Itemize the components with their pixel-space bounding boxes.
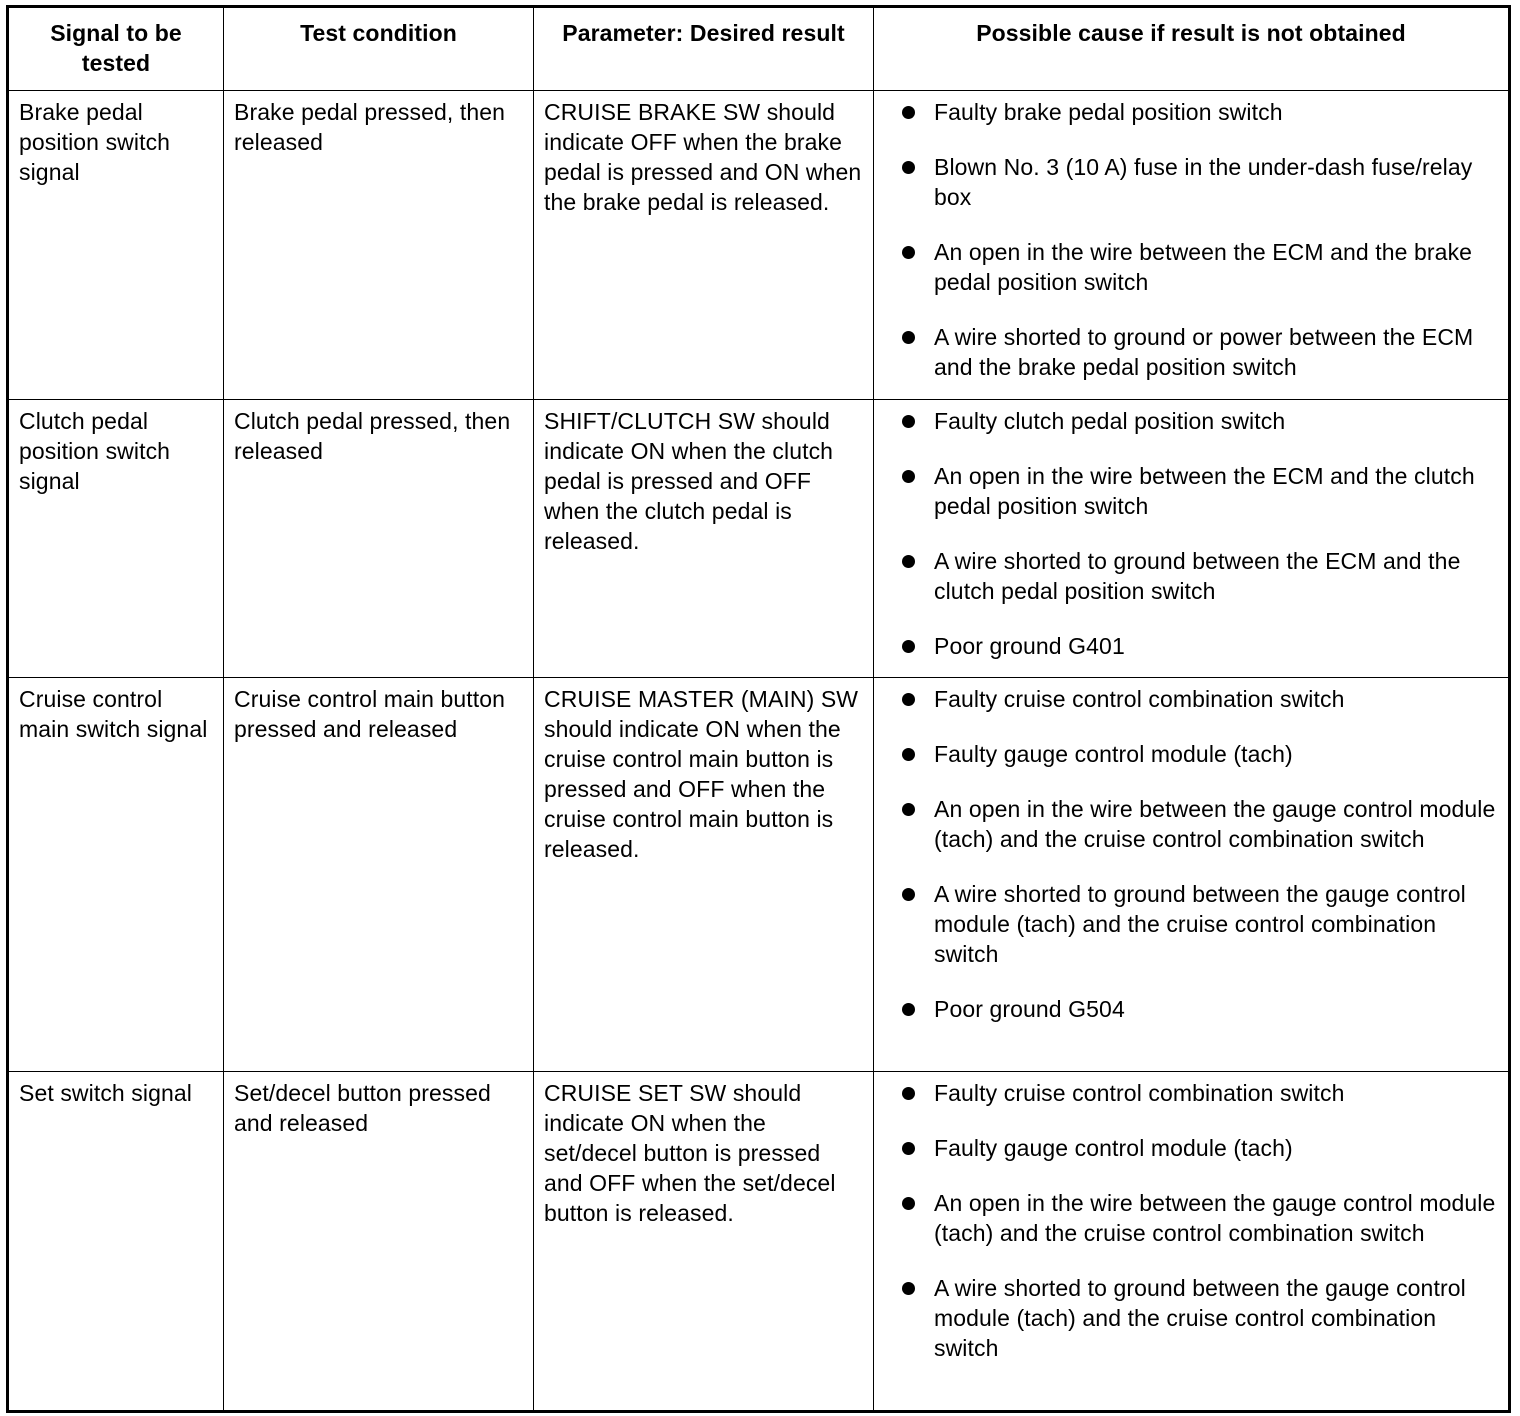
cause-item bbox=[884, 1078, 1498, 1108]
cause-item bbox=[884, 406, 1498, 436]
cause-text: Blown No. 3 (10 A) fuse in the under-dash fuse/relay box bbox=[934, 154, 1473, 210]
cause-text: Faulty clutch pedal position switch bbox=[934, 408, 1286, 434]
cause-item bbox=[884, 739, 1498, 769]
header-causes: Possible cause if result is not obtained bbox=[874, 7, 1510, 91]
condition-cell: Set/decel button pressed and released bbox=[224, 1072, 534, 1412]
cause-item bbox=[884, 684, 1498, 714]
condition-cell: Clutch pedal pressed, then released bbox=[224, 400, 534, 678]
bullet-icon bbox=[902, 470, 915, 483]
cause-item bbox=[884, 322, 1498, 382]
cause-item bbox=[884, 1133, 1498, 1163]
cause-item bbox=[884, 879, 1498, 969]
result-cell: CRUISE BRAKE SW should indicate OFF when the brake pedal is pressed and ON when the brake pedal is released. bbox=[534, 91, 874, 400]
bullet-icon bbox=[902, 640, 915, 653]
cause-text: Faulty brake pedal position switch bbox=[934, 99, 1283, 125]
bullet-icon bbox=[902, 161, 915, 174]
table-row bbox=[8, 678, 1510, 1072]
cause-text: Faulty gauge control module (tach) bbox=[934, 1135, 1293, 1161]
cause-text: An open in the wire between the gauge control module (tach) and the cruise control combination switch bbox=[934, 796, 1496, 852]
cause-text: Poor ground G504 bbox=[934, 996, 1125, 1022]
bullet-icon bbox=[902, 555, 915, 568]
cause-item bbox=[884, 631, 1498, 661]
bullet-icon bbox=[902, 106, 915, 119]
header-result: Parameter: Desired result bbox=[534, 7, 874, 91]
causes-cell bbox=[874, 400, 1510, 678]
bullet-icon bbox=[902, 693, 915, 706]
causes-list bbox=[884, 406, 1498, 661]
signal-cell: Cruise control main switch signal bbox=[8, 678, 224, 1072]
cause-item bbox=[884, 1273, 1498, 1363]
bullet-icon bbox=[902, 1003, 915, 1016]
cause-item bbox=[884, 97, 1498, 127]
bullet-icon bbox=[902, 1197, 915, 1210]
condition-cell: Cruise control main button pressed and released bbox=[224, 678, 534, 1072]
table-row bbox=[8, 400, 1510, 678]
bullet-icon bbox=[902, 1282, 915, 1295]
cause-text: Poor ground G401 bbox=[934, 633, 1125, 659]
cause-text: Faulty cruise control combination switch bbox=[934, 686, 1345, 712]
diagnostic-table bbox=[6, 5, 1511, 1413]
cause-text: Faulty gauge control module (tach) bbox=[934, 741, 1293, 767]
header-row bbox=[8, 7, 1510, 91]
bullet-icon bbox=[902, 246, 915, 259]
causes-cell bbox=[874, 1072, 1510, 1412]
causes-cell bbox=[874, 91, 1510, 400]
cause-item bbox=[884, 237, 1498, 297]
header-signal: Signal to be tested bbox=[8, 7, 224, 91]
signal-cell: Brake pedal position switch signal bbox=[8, 91, 224, 400]
cause-text: A wire shorted to ground between the ECM and the clutch pedal position switch bbox=[934, 548, 1461, 604]
result-cell: CRUISE MASTER (MAIN) SW should indicate ON when the cruise control main button is pressed and OFF when the cruise control main button is released. bbox=[534, 678, 874, 1072]
cause-item bbox=[884, 546, 1498, 606]
bullet-icon bbox=[902, 415, 915, 428]
cause-text: A wire shorted to ground or power between the ECM and the brake pedal position switch bbox=[934, 324, 1474, 380]
cause-text: An open in the wire between the gauge control module (tach) and the cruise control combination switch bbox=[934, 1190, 1496, 1246]
cause-item bbox=[884, 1188, 1498, 1248]
bullet-icon bbox=[902, 803, 915, 816]
causes-cell bbox=[874, 678, 1510, 1072]
signal-cell: Set switch signal bbox=[8, 1072, 224, 1412]
result-cell: CRUISE SET SW should indicate ON when the set/decel button is pressed and OFF when the set/decel button is released. bbox=[534, 1072, 874, 1412]
header-condition: Test condition bbox=[224, 7, 534, 91]
table-row bbox=[8, 91, 1510, 400]
cause-item bbox=[884, 794, 1498, 854]
bullet-icon bbox=[902, 888, 915, 901]
signal-cell: Clutch pedal position switch signal bbox=[8, 400, 224, 678]
cause-text: A wire shorted to ground between the gauge control module (tach) and the cruise control combination switch bbox=[934, 1275, 1466, 1361]
bullet-icon bbox=[902, 748, 915, 761]
cause-item bbox=[884, 152, 1498, 212]
bullet-icon bbox=[902, 1087, 915, 1100]
cause-text: A wire shorted to ground between the gauge control module (tach) and the cruise control combination switch bbox=[934, 881, 1466, 967]
causes-list bbox=[884, 97, 1498, 382]
cause-text: An open in the wire between the ECM and the clutch pedal position switch bbox=[934, 463, 1475, 519]
causes-list bbox=[884, 684, 1498, 1024]
bullet-icon bbox=[902, 1142, 915, 1155]
result-cell: SHIFT/CLUTCH SW should indicate ON when the clutch pedal is pressed and OFF when the clutch pedal is released. bbox=[534, 400, 874, 678]
condition-cell: Brake pedal pressed, then released bbox=[224, 91, 534, 400]
bullet-icon bbox=[902, 331, 915, 344]
cause-item bbox=[884, 461, 1498, 521]
causes-list bbox=[884, 1078, 1498, 1363]
cause-text: Faulty cruise control combination switch bbox=[934, 1080, 1345, 1106]
table-row bbox=[8, 1072, 1510, 1412]
cause-item bbox=[884, 994, 1498, 1024]
cause-text: An open in the wire between the ECM and the brake pedal position switch bbox=[934, 239, 1473, 295]
